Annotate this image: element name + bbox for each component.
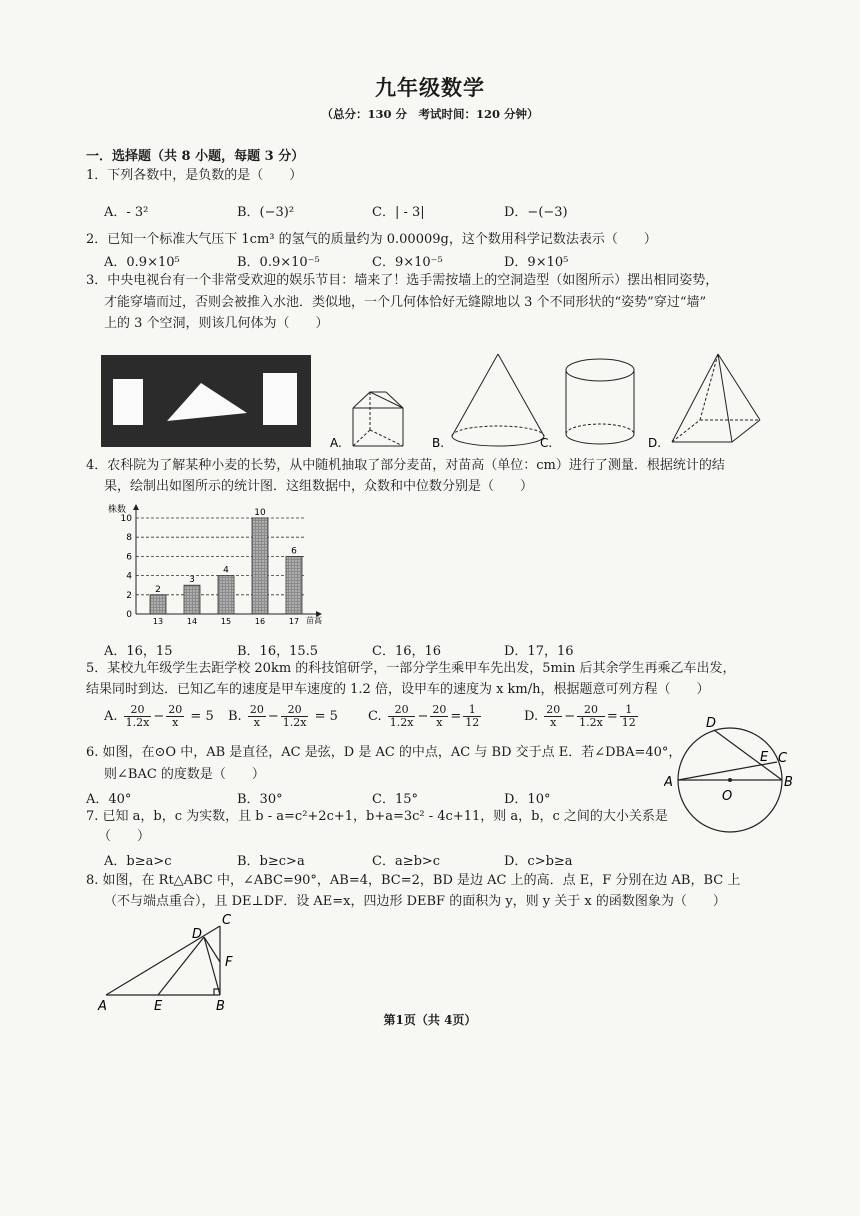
chart-y-tick-label: 8 bbox=[126, 533, 132, 544]
q1-option-c: C．| - 3| bbox=[372, 205, 425, 220]
q8-point-c-label: C bbox=[222, 913, 232, 928]
chart-data-label: 10 bbox=[254, 508, 266, 518]
q5-option-c: C. $\frac{20}{1.2x}$ − $\frac{20}{x}$ = $\frac{1}{12}$ bbox=[368, 703, 480, 729]
q4-option-a: A．16，15 bbox=[104, 644, 173, 659]
chart-x-tick-label: 16 bbox=[254, 617, 266, 626]
chart-y-tick-label: 10 bbox=[120, 514, 132, 524]
q5-c-label: C. bbox=[368, 709, 382, 724]
q3-label-d: D. bbox=[648, 436, 662, 450]
q6-line1: 6. 如图，在⊙O 中，AB 是直径，AC 是弦，D 是 AC 的中点，AC 与 BD 交于点 E．若∠DBA=40°， bbox=[86, 745, 682, 760]
q6-option-a: A．40° bbox=[86, 792, 132, 807]
chart-x-axis-label: 苗高 bbox=[306, 616, 322, 625]
point-o-label: O bbox=[722, 789, 733, 804]
q5-d-label: D. bbox=[524, 709, 539, 724]
chart-y-tick-label: 4 bbox=[126, 571, 132, 582]
q1-option-d: D．−(−3) bbox=[504, 205, 568, 220]
q6-line2: 则∠BAC 的度数是（ ） bbox=[104, 767, 265, 782]
chart-x-tick-label: 14 bbox=[186, 617, 198, 626]
q3-label-a: A. bbox=[330, 436, 342, 450]
q2-stem: 2．已知一个标准大气压下 1cm³ 的氢气的质量约为 0.00009g，这个数用科学记数法表示（ ） bbox=[86, 232, 657, 247]
chart-data-label: 3 bbox=[189, 575, 195, 586]
page-number: 第1页（共 4页） bbox=[383, 1013, 477, 1027]
point-d-label: D bbox=[706, 716, 717, 731]
q8-point-d-label: D bbox=[192, 927, 203, 942]
q7-option-d: D．c>b≥a bbox=[504, 854, 573, 869]
q6-option-b: B．30° bbox=[237, 792, 283, 807]
q5-option-a: A. $\frac{20}{1.2x}$ − $\frac{20}{x}$ = 5 bbox=[104, 703, 214, 729]
q3-line3: 上的 3 个空洞，则该几何体为（ ） bbox=[104, 316, 329, 331]
q8-line2: （不与端点重合），且 DE⊥DF．设 AE=x，四边形 DEBF 的面积为 y，则 y 关于 x 的函数图象为（ ） bbox=[104, 894, 726, 909]
q8-point-e-label: E bbox=[154, 999, 163, 1014]
chart-bar bbox=[184, 585, 200, 614]
rectangle-hole bbox=[263, 373, 297, 425]
point-b-label: B bbox=[784, 775, 793, 790]
exam-info: （总分：130 分 考试时间：120 分钟） bbox=[321, 107, 539, 121]
q3-line1: 3．中央电视台有一个非常受欢迎的娱乐节目：墙来了！选手需按墙上的空洞造型（如图所示）摆出相同姿势， bbox=[86, 273, 719, 288]
q2-option-b: B．0.9×10⁻⁵ bbox=[237, 255, 320, 270]
q4-option-b: B．16，15.5 bbox=[237, 644, 319, 659]
q4-bar-chart bbox=[100, 500, 330, 630]
square-hole bbox=[113, 379, 143, 425]
cone-icon bbox=[452, 354, 544, 446]
q4-line2: 果，绘制出如图所示的统计图．这组数据中，众数和中位数分别是（ ） bbox=[104, 479, 534, 494]
chart-bar bbox=[150, 595, 166, 614]
page-title: 九年级数学 bbox=[375, 75, 485, 100]
q6-option-c: C．15° bbox=[372, 792, 418, 807]
triangular-prism-icon bbox=[353, 392, 403, 446]
q8-point-b-label: B bbox=[216, 999, 225, 1014]
pyramid-icon bbox=[672, 354, 760, 442]
q2-option-d: D．9×10⁵ bbox=[504, 255, 569, 270]
q8-point-a-label: A bbox=[98, 999, 107, 1014]
chart-y-tick-label: 0 bbox=[126, 610, 132, 620]
q7-option-b: B．b≥c>a bbox=[237, 854, 305, 869]
chart-data-label: 2 bbox=[155, 584, 161, 595]
point-c-label: C bbox=[778, 751, 788, 766]
q1-option-a: A．- 3² bbox=[104, 205, 149, 220]
chart-bar bbox=[286, 556, 302, 614]
q8-triangle-figure bbox=[94, 912, 254, 1016]
q2-option-a: A．0.9×10⁵ bbox=[104, 255, 180, 270]
q3-line2: 才能穿墙而过，否则会被推入水池．类似地，一个几何体恰好无缝隙地以 3 个不同形状的“姿势”穿过“墙” bbox=[104, 295, 707, 310]
chart-bar bbox=[252, 518, 268, 614]
q5-b-label: B. bbox=[228, 709, 242, 724]
q5-option-d: D. $\frac{20}{x}$ − $\frac{20}{1.2x}$ = $\frac{1}{12}$ bbox=[524, 703, 636, 729]
q7-line1: 7. 已知 a，b，c 为实数，且 b - a=c²+2c+1，b+a=3c² - 4c+11，则 a，b，c 之间的大小关系是 bbox=[86, 809, 668, 824]
chart-data-label: 6 bbox=[291, 546, 297, 557]
chart-y-tick-label: 2 bbox=[126, 590, 132, 601]
q6-option-d: D．10° bbox=[504, 792, 551, 807]
wall-figure bbox=[101, 355, 311, 447]
q5-option-b: B. $\frac{20}{x}$ − $\frac{20}{1.2x}$ = 5 bbox=[228, 703, 338, 729]
chart-bar bbox=[218, 576, 234, 614]
chart-x-tick-label: 17 bbox=[288, 617, 300, 626]
q1-option-b: B．(−3)² bbox=[237, 205, 295, 220]
q4-option-c: C．16，16 bbox=[372, 644, 442, 659]
q7-option-c: C．a≥b>c bbox=[372, 854, 441, 869]
q4-option-d: D．17，16 bbox=[504, 644, 574, 659]
q3-label-c: C. bbox=[540, 436, 553, 450]
q8-line1: 8. 如图，在 Rt△ABC 中，∠ABC=90°，AB=4，BC=2，BD 是边 AC 上的高．点 E，F 分别在边 AB，BC 上 bbox=[86, 873, 741, 888]
cylinder-icon bbox=[566, 359, 634, 444]
q8-point-f-label: F bbox=[225, 955, 233, 970]
q6-circle-figure bbox=[664, 714, 824, 834]
q5-line1: 5．某校九年级学生去距学校 20km 的科技馆研学，一部分学生乘甲车先出发，5min 后其余学生再乘乙车出发， bbox=[86, 661, 736, 676]
q4-line1: 4．农科院为了解某种小麦的长势，从中随机抽取了部分麦苗，对苗高（单位：cm）进行了测量．根据统计的结 bbox=[86, 458, 725, 473]
chart-x-tick-label: 13 bbox=[152, 617, 164, 626]
section-heading: 一．选择题（共 8 小题，每题 3 分） bbox=[86, 149, 305, 164]
point-e-label: E bbox=[760, 750, 769, 765]
q3-solids bbox=[320, 350, 770, 450]
chart-x-tick-label: 15 bbox=[220, 617, 232, 626]
point-a-label: A bbox=[664, 775, 673, 790]
chart-data-label: 4 bbox=[223, 565, 229, 576]
chart-y-tick-label: 6 bbox=[126, 552, 132, 563]
chart-y-axis-label: 株数 bbox=[108, 505, 127, 515]
q1-stem: 1．下列各数中，是负数的是（ ） bbox=[86, 168, 303, 183]
q5-a-label: A. bbox=[104, 709, 118, 724]
q2-option-c: C．9×10⁻⁵ bbox=[372, 255, 443, 270]
q3-label-b: B. bbox=[432, 436, 445, 450]
chart-y-arrow bbox=[133, 504, 139, 510]
q7-option-a: A．b≥a>c bbox=[104, 854, 172, 869]
q5-line2: 结果同时到达．已知乙车的速度是甲车速度的 1.2 倍，设甲车的速度为 x km/h，根据题意可列方程（ ） bbox=[86, 682, 710, 697]
q7-line2: （ ） bbox=[98, 829, 151, 844]
